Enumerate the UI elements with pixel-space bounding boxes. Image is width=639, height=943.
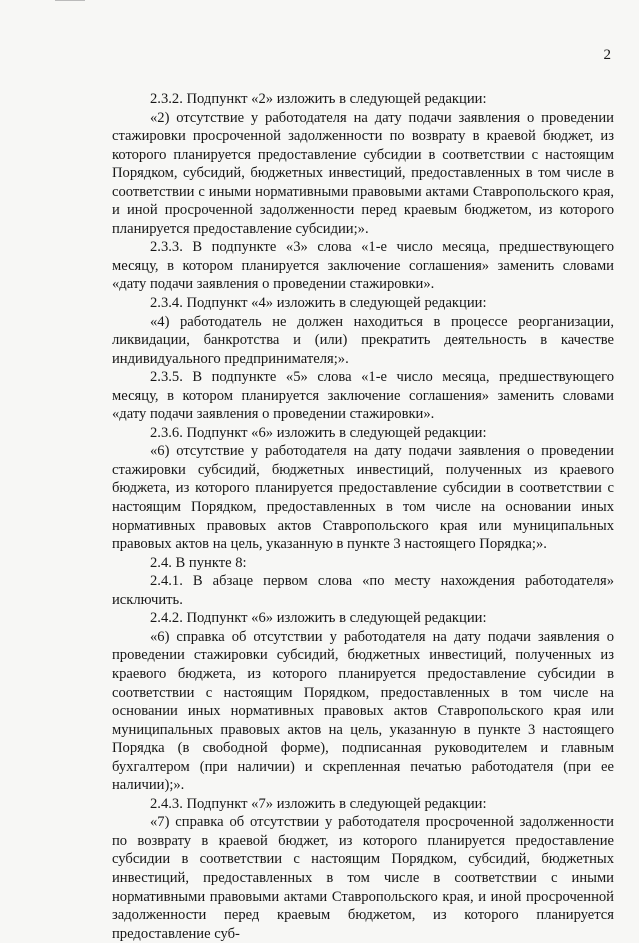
document-body [112, 90, 614, 943]
paragraph: 2.3.6. Подпункт «6» изложить в следующей редакции: [150, 424, 487, 441]
scan-edge-mark [55, 0, 85, 4]
paragraph: 2.4.2. Подпункт «6» изложить в следующей редакции: [150, 610, 487, 627]
paragraph: 2.4.1. В абзаце первом слова «по месту нахождения работодателя» исключить. [112, 573, 614, 608]
paragraph: «6) отсутствие у работодателя на дату подачи заявления о проведении стажировки субсидий, бюджетных инвестиций, полученных из краевого бюджета, из которого планируется предоставление субсидии в соответствии с настоящим Порядком, предоставленных в том числе на основании иных нормативных правовых актов Ставропольского края или муниципальных правовых актов на цель, указанную в пункте 3 настоящего Порядка;». [112, 443, 614, 553]
page-number: 2 [603, 47, 611, 63]
paragraph: «4) работодатель не должен находиться в процессе реорганизации, ликвидации, банкротства и (или) прекратить деятельность в качестве индивидуального предпринимателя;». [112, 313, 614, 367]
paragraph: «2) отсутствие у работодателя на дату подачи заявления о проведении стажировки просроченной задолженности по возврату в краевой бюджет, из которого планируется предоставление субсидии в соответствии с настоящим Порядком, субсидий, бюджетных инвестиций, предоставленных в том числе в соответствии с иными нормативными правовыми актами Ставропольского края, и иной просроченной задолженности перед краевым бюджетом, из которого планируется предоставление субсидии;». [112, 109, 614, 237]
paragraph: 2.3.4. Подпункт «4» изложить в следующей редакции: [150, 295, 487, 312]
paragraph: 2.3.2. Подпункт «2» изложить в следующей редакции: [150, 91, 487, 107]
paragraph: «7) справка об отсутствии у работодателя просроченной задолженности по возврату в краевой бюджет, из которого планируется предоставление субсидии в соответствии с настоящим Порядком, субсидий, бюджетных инвестиций, предоставленных в том числе в соответствии с иными нормативными правовыми актами Ставропольского края, и иной просроченной задолженности перед краевым бюджетом, из которого планируется предоставление суб- [112, 814, 614, 942]
paragraph: 2.3.5. В подпункте «5» слова «1-е число месяца, предшествующего месяцу, в котором планируется заключение соглашения» заменить словами «дату подачи заявления о проведении стажировки». [112, 369, 614, 423]
paragraph: 2.4. В пункте 8: [150, 554, 247, 571]
paragraph: 2.3.3. В подпункте «3» слова «1-е число месяца, предшествующего месяцу, в котором планируется заключение соглашения» заменить словами «дату подачи заявления о проведении стажировки». [112, 239, 614, 293]
paragraph: 2.4.3. Подпункт «7» изложить в следующей редакции: [150, 795, 487, 812]
paragraph: «6) справка об отсутствии у работодателя на дату подачи заявления о проведении стажировки субсидий, бюджетных инвестиций, полученных из краевого бюджета, из которого планируется предоставление субсидии в соответствии с настоящим Порядком, предоставленных в том числе на основании иных нормативных правовых актов Ставропольского края или муниципальных правовых актов на цель, указанную в пункте 3 настоящего Порядка (в свободной форме), подписанная руководителем и главным бухгалтером (при наличии) и скрепленная печатью работодателя (при ее наличии);». [112, 628, 614, 794]
